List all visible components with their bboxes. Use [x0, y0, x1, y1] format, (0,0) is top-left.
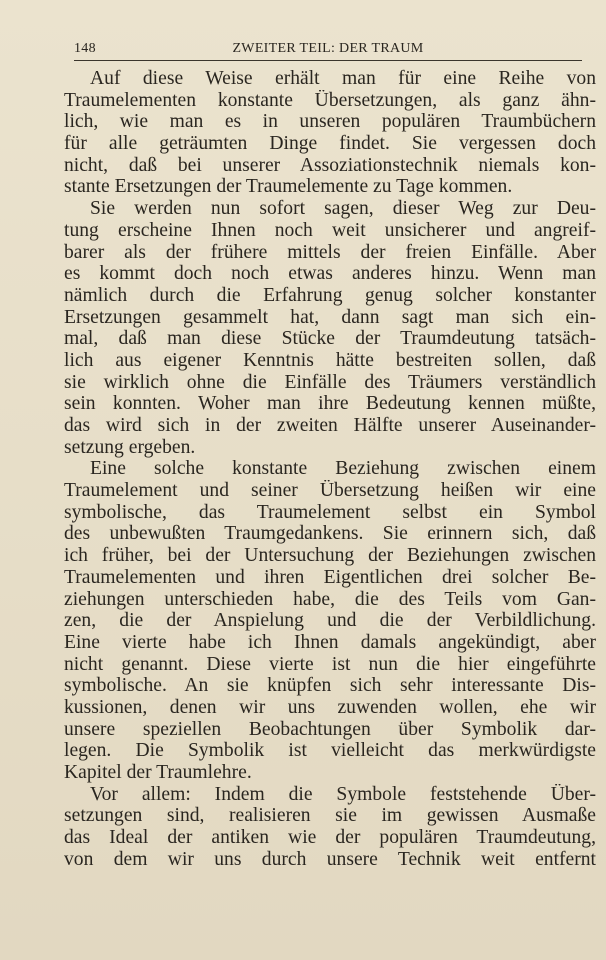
body-text — [64, 68, 596, 870]
running-title: ZWEITER TEIL: DER TRAUM — [232, 41, 424, 56]
text-line: symbolische, das Traumelement selbst ein Symbol — [64, 501, 596, 523]
text-line: nicht genannt. Diese vierte ist nun die hier eingeführte — [64, 653, 596, 675]
text-line: Traumelementen konstante Übersetzungen, als ganz ähn- — [64, 89, 596, 111]
text-line: Kapitel der Traumlehre. — [64, 762, 252, 783]
text-line: Traumelement und seiner Übersetzung heißen wir eine — [64, 480, 596, 502]
text-line: unsere speziellen Beobachtungen über Symbolik dar- — [64, 718, 596, 740]
text-line: es kommt doch noch etwas anderes hinzu. Wenn man — [64, 263, 596, 285]
text-line: ich früher, bei der Untersuchung der Beziehungen zwischen — [64, 545, 596, 567]
running-header — [74, 38, 582, 61]
text-line: legen. Die Symbolik ist vielleicht das merkwürdigste — [64, 740, 596, 762]
page-number: 148 — [74, 41, 96, 56]
text-line: kussionen, denen wir uns zuwenden wollen, ehe wir — [64, 696, 596, 718]
text-line: lich aus eigener Kenntnis hätte bestreiten sollen, daß — [64, 349, 596, 371]
text-line: Eine solche konstante Beziehung zwischen einem — [90, 458, 596, 480]
text-line: Auf diese Weise erhält man für eine Reihe von — [90, 68, 596, 89]
text-line: für alle geträumten Dinge findet. Sie vergessen doch — [64, 133, 596, 155]
text-line: ziehungen unterschieden habe, die des Teils vom Gan- — [64, 588, 596, 610]
text-line: Ersetzungen gesammelt hat, dann sagt man sich ein- — [64, 306, 596, 328]
text-line: setzung ergeben. — [64, 436, 196, 458]
text-line: symbolische. An sie knüpfen sich sehr interessante Dis- — [64, 675, 596, 697]
text-line: Sie werden nun sofort sagen, dieser Weg zur Deu- — [90, 198, 596, 220]
text-line: zen, die der Anspielung und die der Verbildlichung. — [64, 610, 596, 632]
text-line: lich, wie man es in unseren populären Traumbüchern — [64, 111, 596, 133]
text-line: setzungen sind, realisieren sie im gewissen Ausmaße — [64, 805, 596, 827]
text-line: nicht, daß bei unserer Assoziationstechnik niemals kon- — [64, 154, 596, 176]
text-line: das wird sich in der zweiten Hälfte unserer Auseinander- — [64, 415, 596, 436]
text-line: Vor allem: Indem die Symbole feststehende Über- — [90, 783, 596, 805]
text-line: sie wirklich ohne die Einfälle des Träumers verständlich — [64, 371, 596, 393]
text-line: stante Ersetzungen der Traumelemente zu Tage kommen. — [64, 176, 513, 198]
text-line: mal, daß man diese Stücke der Traumdeutung tatsäch- — [64, 328, 596, 350]
text-line: sein konnten. Woher man ihre Bedeutung kennen müßte, — [64, 393, 596, 415]
text-line: nämlich durch die Erfahrung genug solcher konstanter — [64, 284, 596, 306]
text-line: Traumelementen und ihren Eigentlichen drei solcher Be- — [64, 566, 596, 588]
text-line: tung erscheine Ihnen noch weit unsicherer und angreif- — [64, 219, 596, 241]
text-line: Eine vierte habe ich Ihnen damals angekündigt, aber — [64, 631, 596, 653]
text-line: barer als der frühere mittels der freien Einfälle. Aber — [64, 241, 596, 263]
text-line: von dem wir uns durch unsere Technik weit entfernt — [64, 848, 596, 870]
text-line: das Ideal der antiken wie der populären Traumdeutung, — [64, 827, 596, 849]
text-line: des unbewußten Traumgedankens. Sie erinnern sich, daß — [64, 523, 596, 545]
